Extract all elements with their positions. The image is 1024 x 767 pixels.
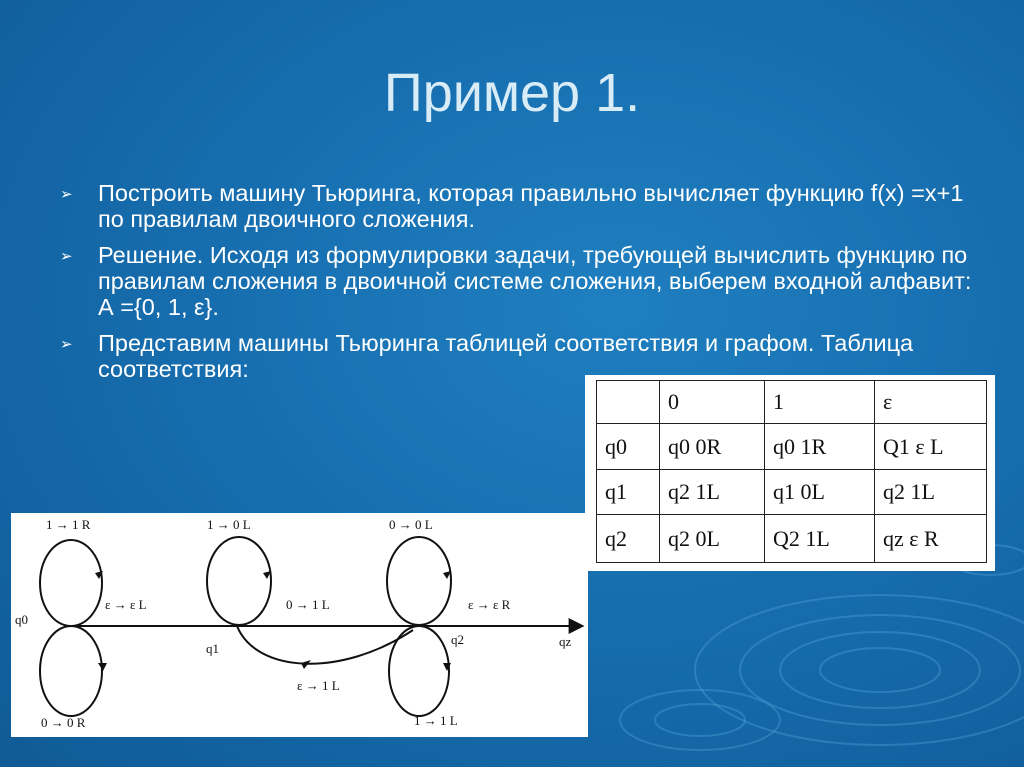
table-state-cell: q0 xyxy=(597,424,660,470)
table-cell: q2 1L xyxy=(875,470,987,515)
table-cell: Q2 1L xyxy=(765,515,875,563)
state-q2-label: q2 xyxy=(451,632,464,647)
q2-top-loop xyxy=(387,537,451,625)
bullet-text: Представим машины Тьюринга таблицей соответствия и графом. Таблица соответствия: xyxy=(98,330,914,382)
q0-top-loop xyxy=(40,540,102,626)
state-qz-label: qz xyxy=(559,634,572,649)
bullet-text: Построить машину Тьюринга, которая правильно вычисляет функцию f(x) =x+1 по правилам двоичного сложения. xyxy=(98,180,964,232)
q0-to-q1-label: ε → ε L xyxy=(105,597,147,612)
slide-title: Пример 1. xyxy=(383,63,641,123)
table-cell: q1 0L xyxy=(765,470,875,515)
arrow-bullet-icon: ➢ xyxy=(60,186,73,203)
bullet-text: Решение. Исходя из формулировки задачи, требующей вычислить функцию по правилам сложения в двоичной системе сложения, выберем входной алфавит: А ={0, 1, ε}. xyxy=(98,242,972,320)
state-q1-label: q1 xyxy=(206,641,219,656)
q2-bottom-label: 1 → 1 L xyxy=(414,713,458,728)
loop-arrow-icon xyxy=(98,663,107,671)
q0-bottom-loop xyxy=(40,626,102,716)
q0-top-label: 1 → 1 R xyxy=(46,517,91,532)
q1-to-q2-label: 0 → 1 L xyxy=(286,597,330,612)
arrow-bullet-icon: ➢ xyxy=(60,336,73,353)
table-row xyxy=(597,424,987,470)
bullet-item xyxy=(60,242,980,320)
table-cell: q2 0L xyxy=(660,515,765,563)
table-state-cell: q2 xyxy=(597,515,660,563)
table-cell: q0 0R xyxy=(660,424,765,470)
table-header-cell xyxy=(597,381,660,424)
q2-top-label: 0 → 0 L xyxy=(389,517,433,532)
table-state-cell: q1 xyxy=(597,470,660,515)
table-cell: q0 1R xyxy=(765,424,875,470)
arrow-bullet-icon: ➢ xyxy=(60,248,73,265)
table-cell: Q1 ε L xyxy=(875,424,987,470)
correspondence-table-image xyxy=(585,375,995,571)
q1-top-loop xyxy=(207,537,271,625)
state-graph-image xyxy=(11,513,588,737)
q2-to-qz-label: ε → ε R xyxy=(468,597,511,612)
q1-to-q2-eps-label: ε → 1 L xyxy=(297,678,340,693)
q1-to-q2-curve xyxy=(237,626,413,664)
table-header-cell: 0 xyxy=(660,381,765,424)
table-cell: qz ε R xyxy=(875,515,987,563)
state-q0-label: q0 xyxy=(15,612,28,627)
table-row xyxy=(597,515,987,563)
table-header-cell: ε xyxy=(875,381,987,424)
table-row xyxy=(597,470,987,515)
q0-bottom-label: 0 → 0 R xyxy=(41,715,86,730)
table-header-cell: 1 xyxy=(765,381,875,424)
bullet-list xyxy=(60,180,980,392)
table-cell: q2 1L xyxy=(660,470,765,515)
bullet-item xyxy=(60,180,980,232)
state-graph xyxy=(11,513,588,737)
table-header-row xyxy=(597,381,987,424)
correspondence-table xyxy=(596,380,987,563)
q1-top-label: 1 → 0 L xyxy=(207,517,251,532)
